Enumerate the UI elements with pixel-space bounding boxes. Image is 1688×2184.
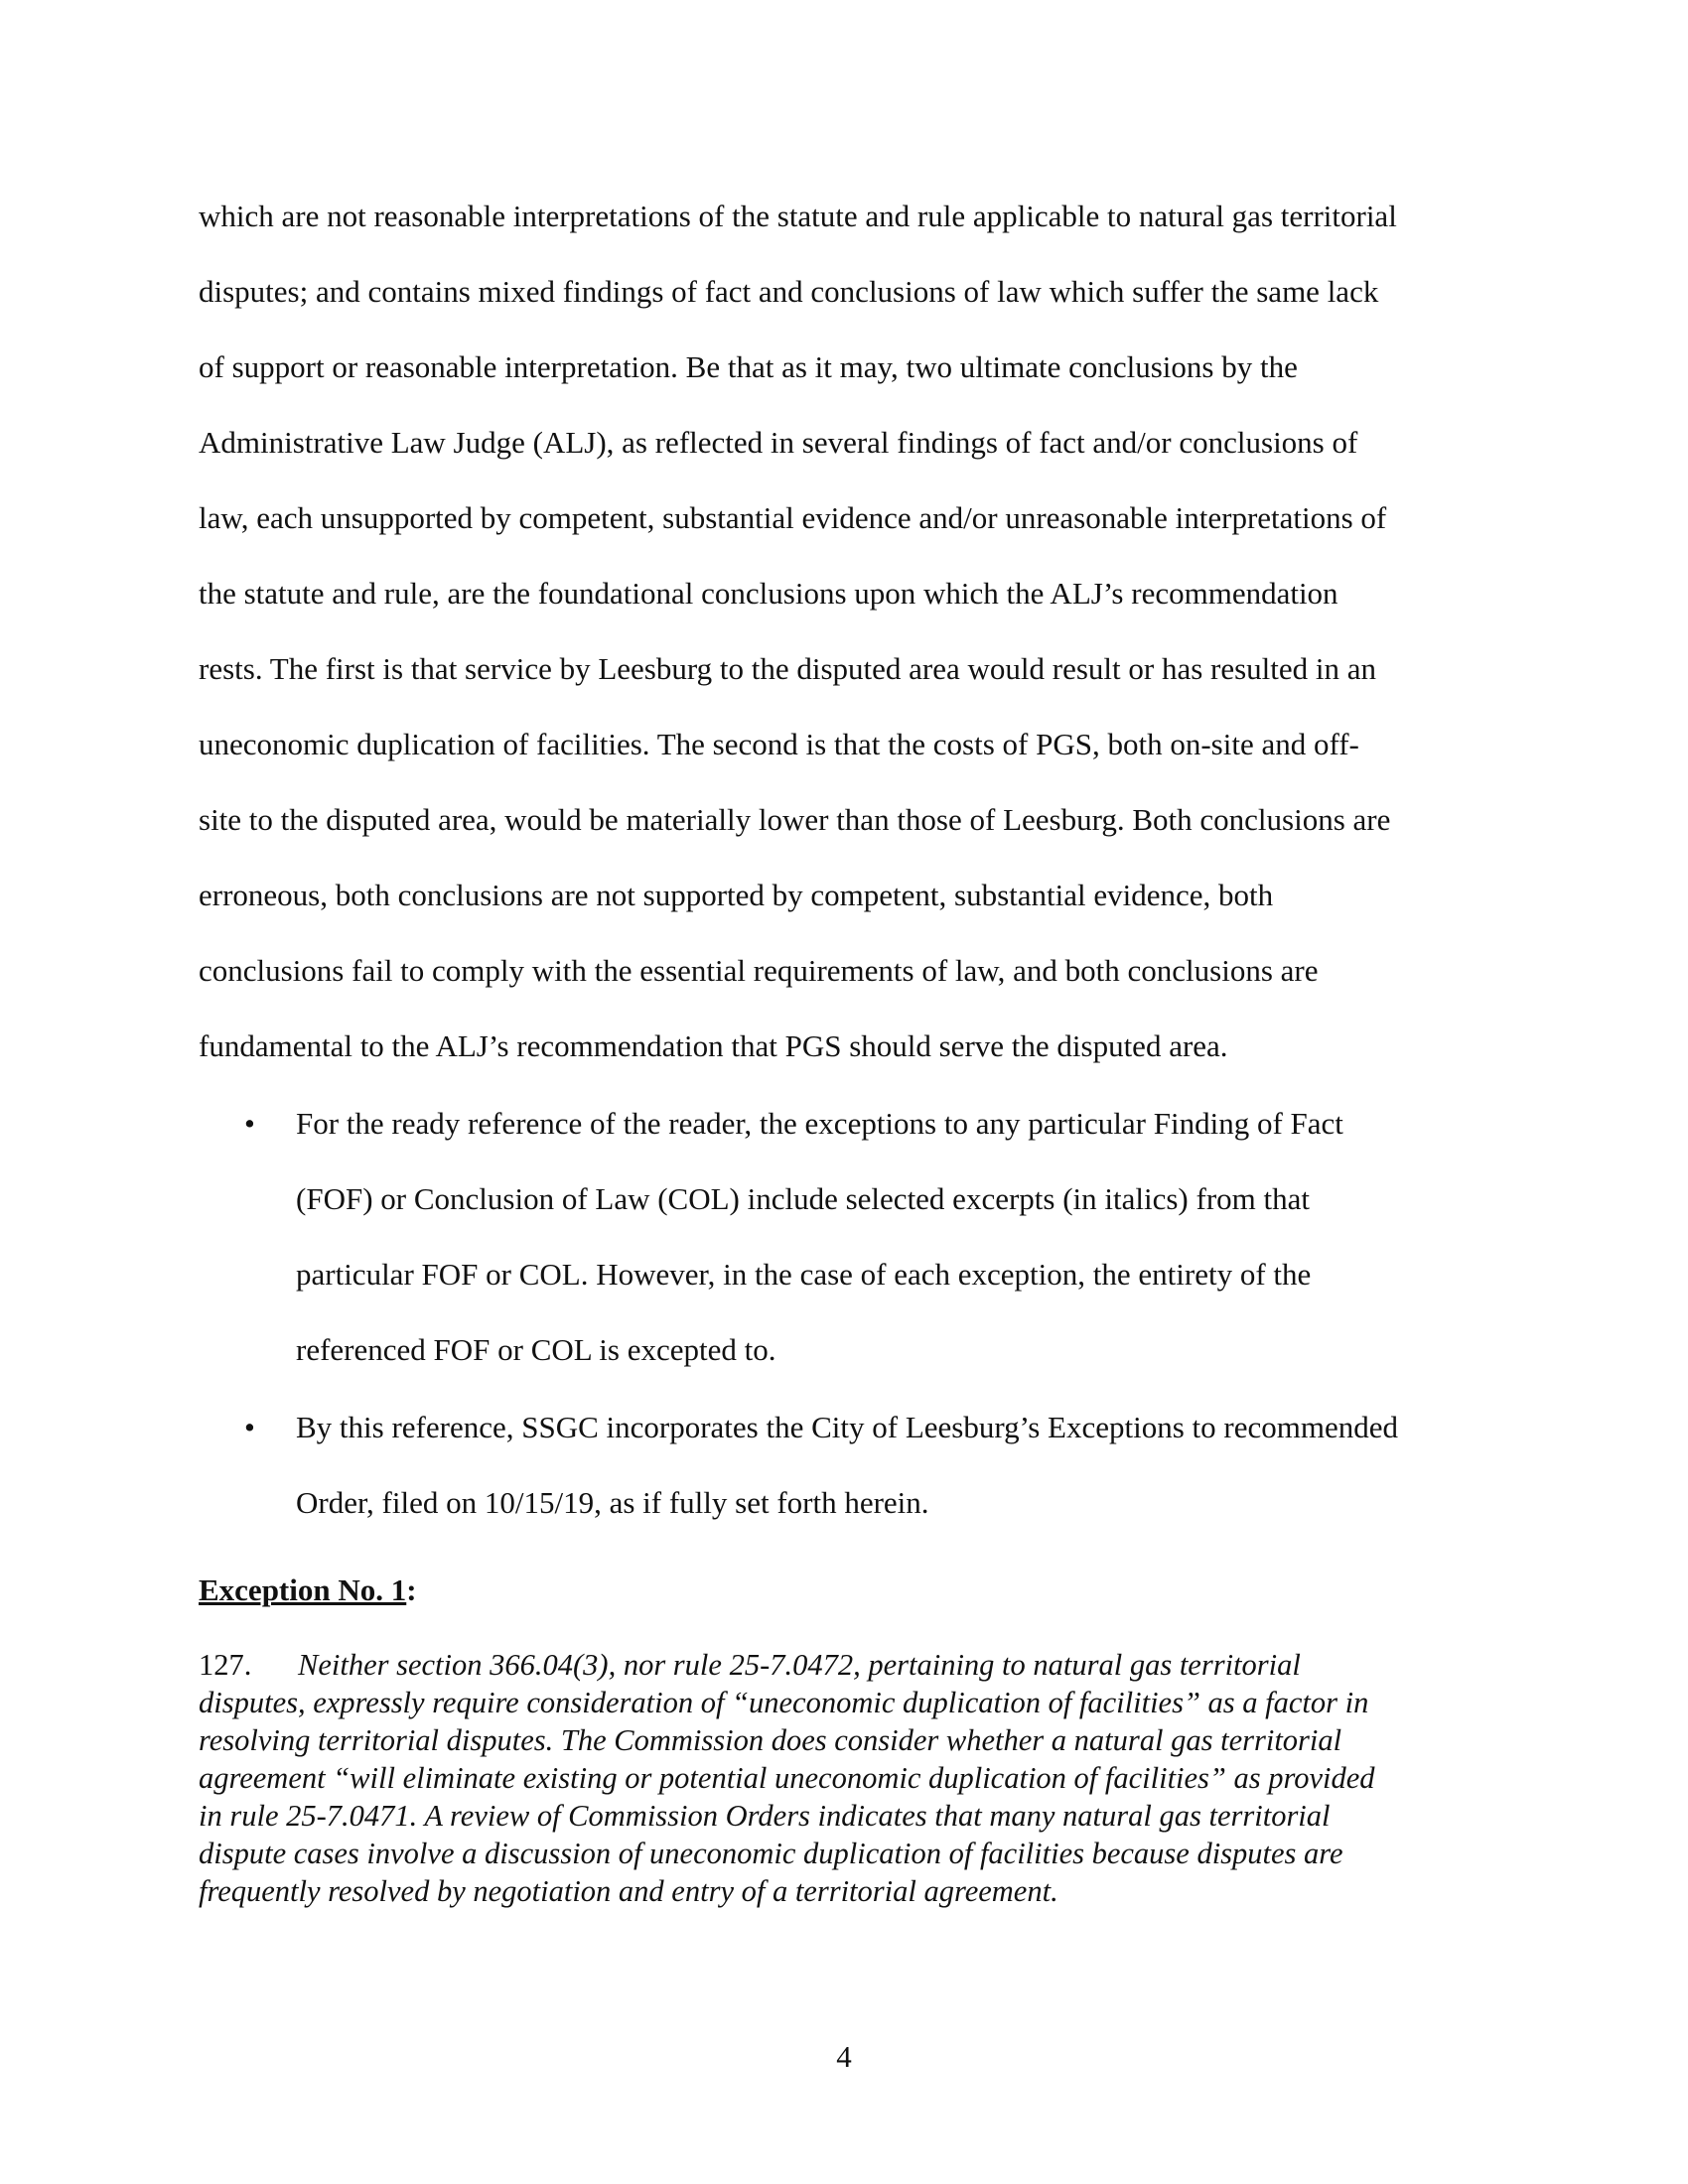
quote-line	[199, 1646, 1301, 1684]
body-line: fundamental to the ALJ’s recommendation that PGS should serve the disputed area.	[199, 1028, 1228, 1063]
body-line: conclusions fail to comply with the essential requirements of law, and both conclusions are	[199, 953, 1319, 988]
body-line: site to the disputed area, would be materially lower than those of Leesburg. Both conclusions are	[199, 802, 1391, 837]
body-line: of support or reasonable interpretation. Be that as it may, two ultimate conclusions by the	[199, 349, 1298, 384]
quote-line: dispute cases involve a discussion of uneconomic duplication of facilities because disputes are	[199, 1837, 1343, 1870]
page-number: 4	[836, 2039, 852, 2074]
bullet-line: Order, filed on 10/15/19, as if fully set forth herein.	[296, 1485, 929, 1520]
bullet-line: For the ready reference of the reader, the exceptions to any particular Finding of Fact	[296, 1106, 1343, 1141]
bullet-line: (FOF) or Conclusion of Law (COL) include selected excerpts (in italics) from that	[296, 1181, 1311, 1216]
bullet-marker: •	[244, 1106, 255, 1141]
body-line: erroneous, both conclusions are not supported by competent, substantial evidence, both	[199, 878, 1274, 912]
exception-heading-colon: :	[406, 1572, 417, 1607]
exception-heading-text: Exception No. 1	[199, 1572, 407, 1607]
body-line: rests. The first is that service by Leesburg to the disputed area would result or has resulted in an	[199, 651, 1377, 686]
body-line: Administrative Law Judge (ALJ), as reflected in several findings of fact and/or conclusions of	[199, 425, 1358, 460]
body-line: uneconomic duplication of facilities. The second is that the costs of PGS, both on-site and off-	[199, 727, 1359, 761]
bullet-line: referenced FOF or COL is excepted to.	[296, 1332, 776, 1367]
quote-line: frequently resolved by negotiation and entry of a territorial agreement.	[199, 1874, 1058, 1908]
quote-line: resolving territorial disputes. The Commission does consider whether a natural gas territorial	[199, 1723, 1342, 1757]
quote-line: in rule 25-7.0471. A review of Commission Orders indicates that many natural gas territorial	[199, 1799, 1331, 1833]
bullet-line: By this reference, SSGC incorporates the City of Leesburg’s Exceptions to recommended	[296, 1410, 1398, 1444]
body-line: law, each unsupported by competent, substantial evidence and/or unreasonable interpretations of	[199, 500, 1387, 535]
quote-text: Neither section 366.04(3), nor rule 25-7.0472, pertaining to natural gas territorial	[298, 1648, 1301, 1682]
exception-heading	[199, 1570, 417, 1610]
quote-line: agreement “will eliminate existing or potential uneconomic duplication of facilities” as provided	[199, 1761, 1375, 1795]
bullet-marker: •	[244, 1410, 255, 1444]
bullet-line: particular FOF or COL. However, in the case of each exception, the entirety of the	[296, 1257, 1312, 1292]
body-line: the statute and rule, are the foundational conclusions upon which the ALJ’s recommendation	[199, 576, 1338, 611]
quote-line: disputes, expressly require consideration of “uneconomic duplication of facilities” as a factor in	[199, 1686, 1369, 1719]
body-line: disputes; and contains mixed findings of fact and conclusions of law which suffer the same lack	[199, 274, 1379, 309]
paragraph-number: 127.	[199, 1648, 252, 1682]
body-line: which are not reasonable interpretations of the statute and rule applicable to natural gas territorial	[199, 199, 1397, 233]
